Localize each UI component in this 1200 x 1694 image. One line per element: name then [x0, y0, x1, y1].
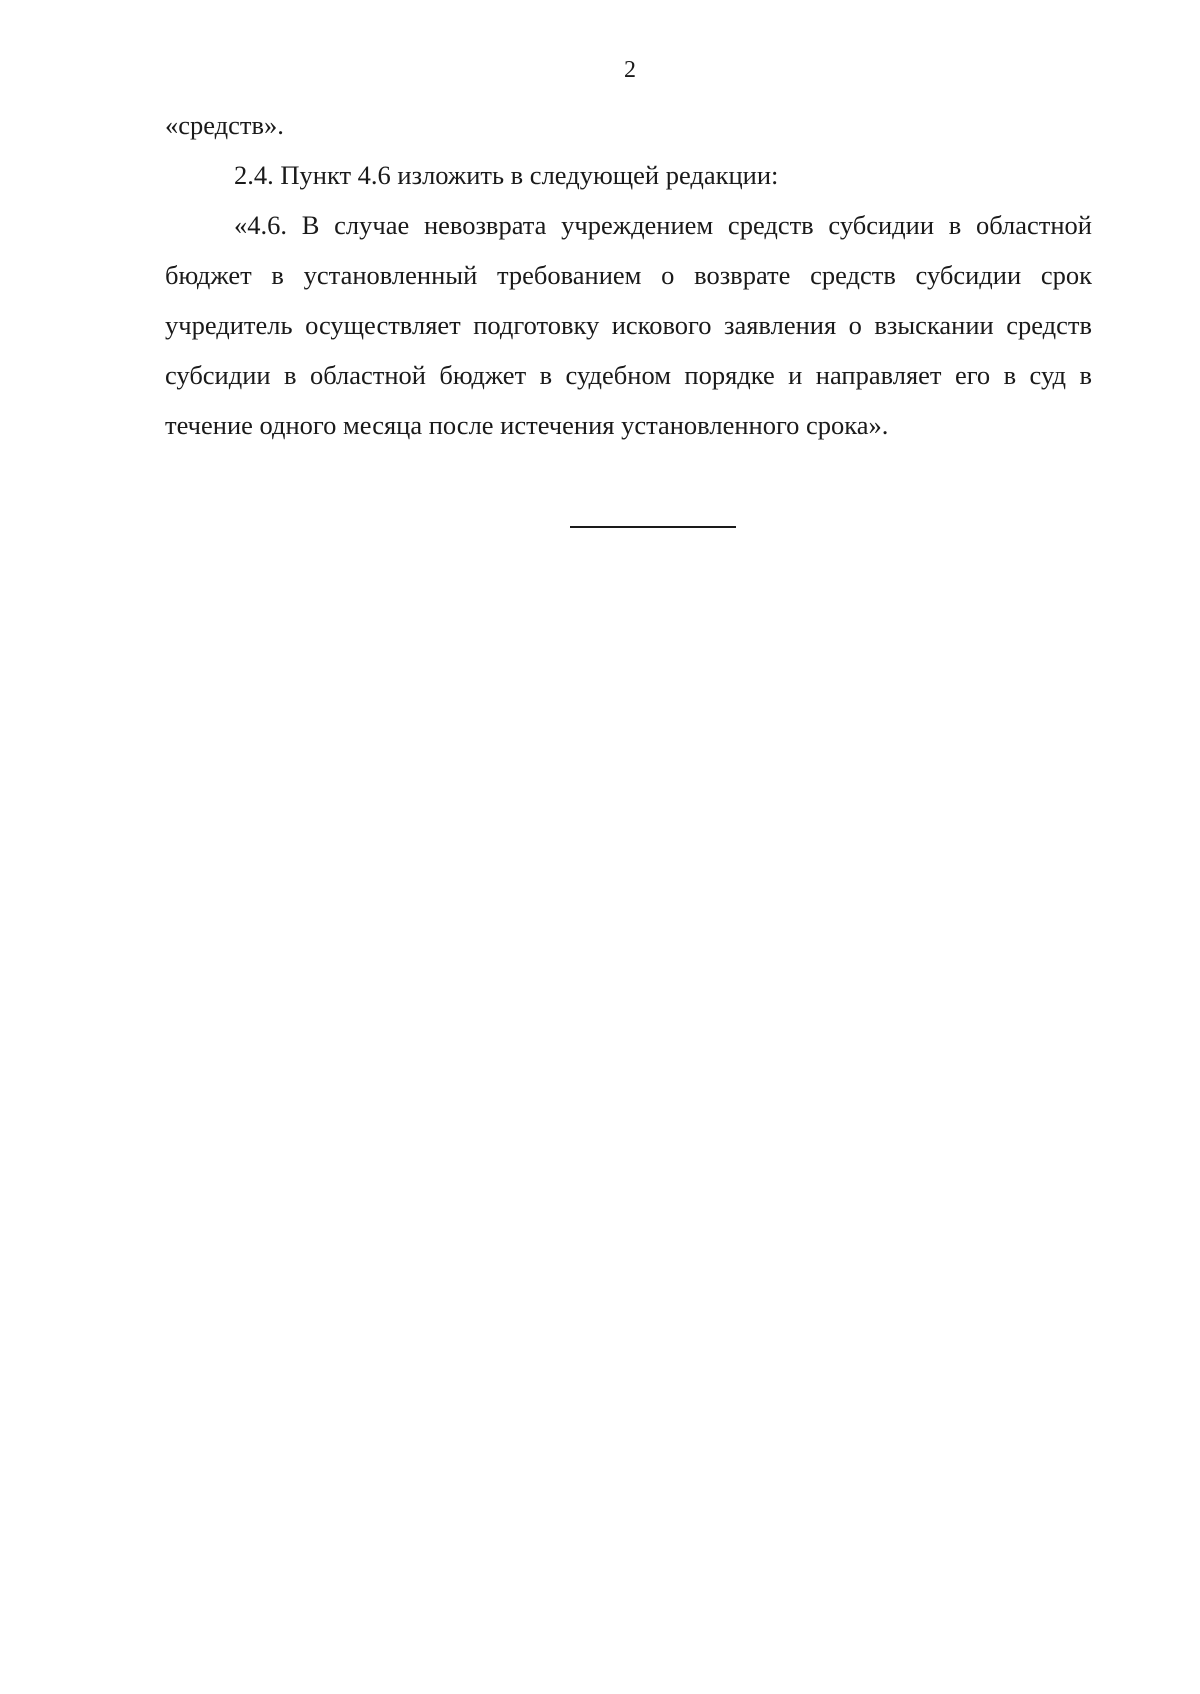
document-body — [165, 100, 1092, 450]
end-separator-line — [570, 526, 736, 528]
text-line-2: 2.4. Пункт 4.6 изложить в следующей редакции: — [234, 160, 779, 190]
text-line-4: бюджет в установленный требованием о возврате средств субсидии срок — [165, 260, 1092, 290]
text-line-1: «средств». — [165, 110, 284, 140]
text-line-3: «4.6. В случае невозврата учреждением средств субсидии в областной — [234, 210, 1092, 240]
text-line-5: учредитель осуществляет подготовку искового заявления о взыскании средств — [165, 310, 1092, 340]
text-line-7: течение одного месяца после истечения установленного срока». — [165, 410, 889, 440]
page-number: 2 — [624, 57, 636, 83]
text-line-6: субсидии в областной бюджет в судебном порядке и направляет его в суд в — [165, 360, 1092, 390]
